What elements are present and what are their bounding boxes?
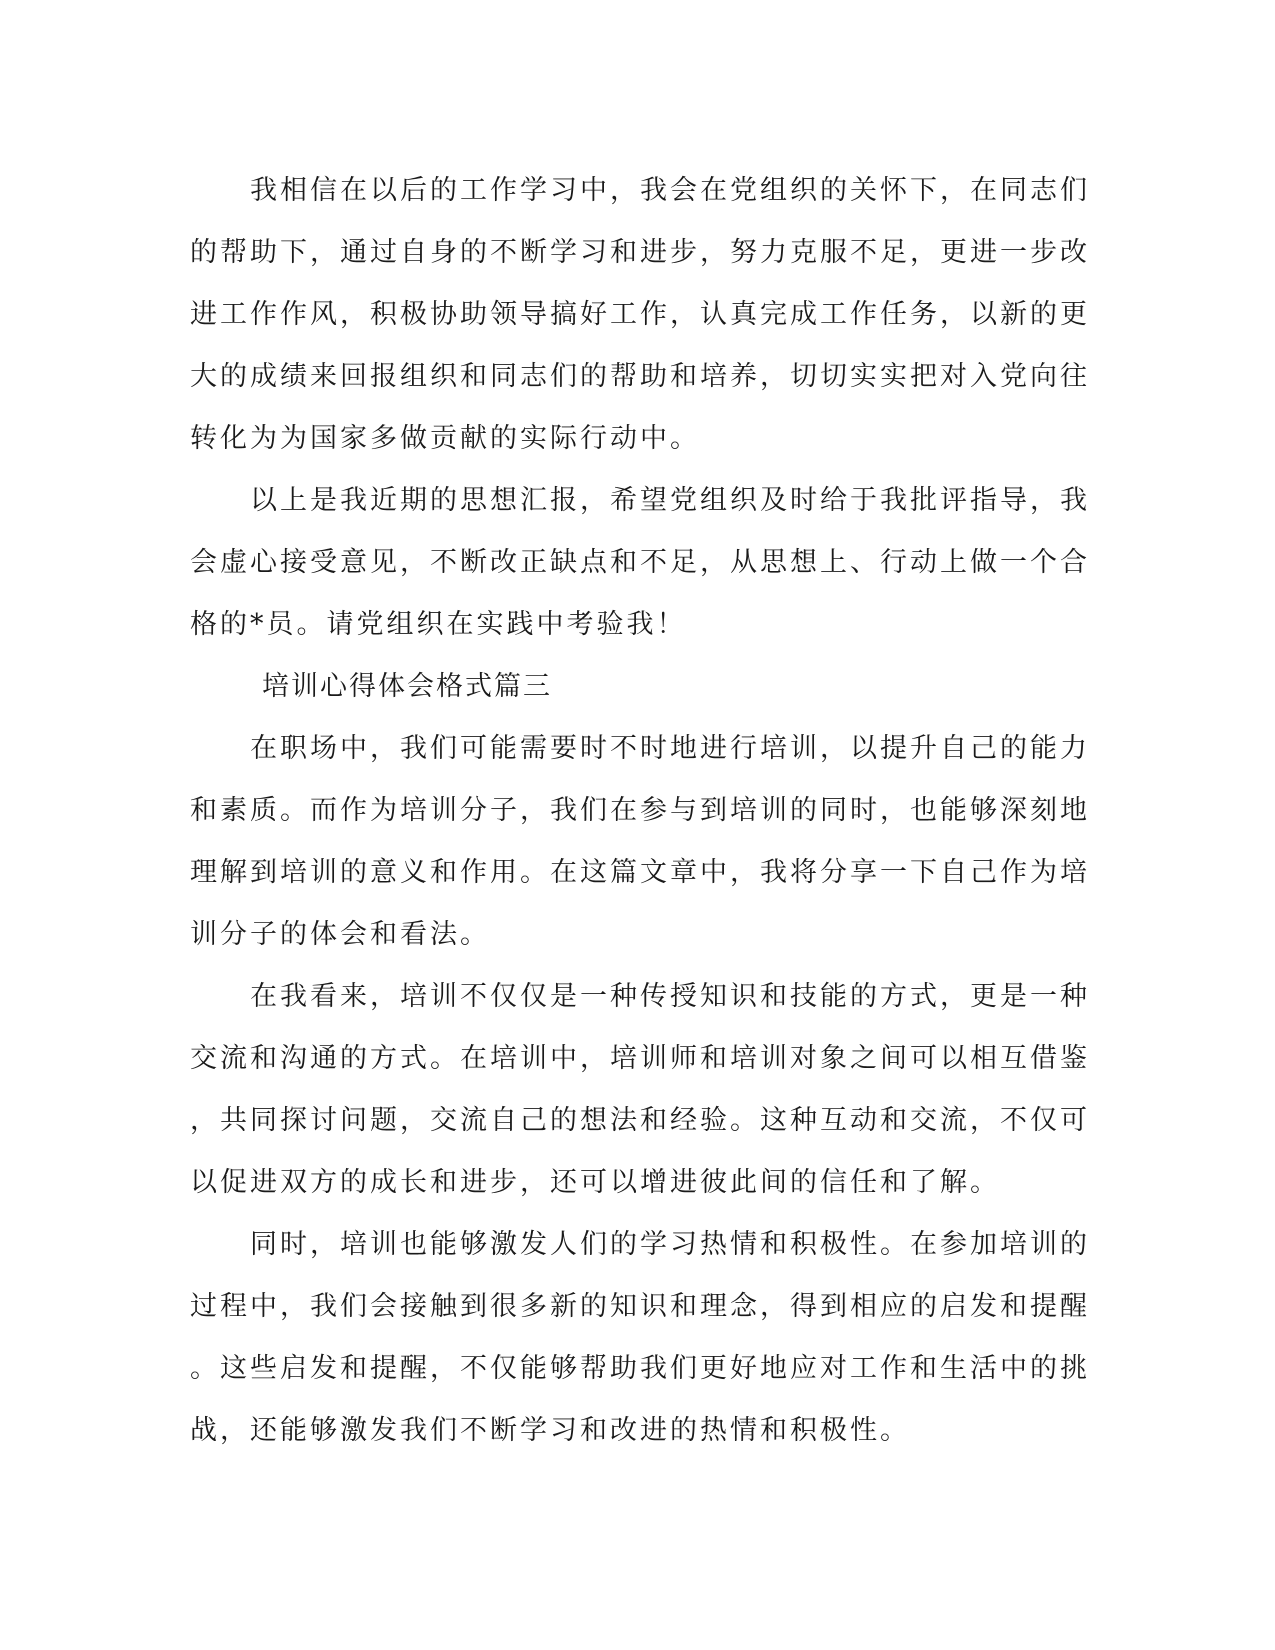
text-line: 的帮助下，通过自身的不断学习和进步，努力克服不足，更进一步改	[190, 237, 1090, 268]
text-line: 在我看来，培训不仅仅是一种传授知识和技能的方式，更是一种	[190, 981, 1090, 1012]
paragraph-5	[190, 1214, 1090, 1462]
text-line: 交流和沟通的方式。在培训中，培训师和培训对象之间可以相互借鉴	[190, 1043, 1090, 1074]
text-line: 在职场中，我们可能需要时不时地进行培训，以提升自己的能力	[190, 733, 1090, 764]
document-body	[190, 160, 1090, 1462]
text-line: 进工作作风，积极协助领导搞好工作，认真完成工作任务，以新的更	[190, 299, 1090, 330]
text-line: 以上是我近期的思想汇报，希望党组织及时给于我批评指导，我	[190, 485, 1090, 516]
text-line: 转化为为国家多做贡献的实际行动中。	[190, 423, 700, 454]
text-line: 。这些启发和提醒，不仅能够帮助我们更好地应对工作和生活中的挑	[190, 1353, 1090, 1384]
paragraph-4	[190, 966, 1090, 1214]
text-line: 会虚心接受意见，不断改正缺点和不足，从思想上、行动上做一个合	[190, 547, 1090, 578]
paragraph-3	[190, 718, 1090, 966]
text-line: 格的*员。请党组织在实践中考验我！	[190, 609, 687, 640]
section-heading	[190, 656, 1085, 718]
text-line: 和素质。而作为培训分子，我们在参与到培训的同时，也能够深刻地	[190, 795, 1090, 826]
text-line: 同时，培训也能够激发人们的学习热情和积极性。在参加培训的	[190, 1229, 1090, 1260]
text-line: 训分子的体会和看法。	[190, 919, 490, 950]
text-line: 大的成绩来回报组织和同志们的帮助和培养，切切实实把对入党向往	[190, 361, 1090, 392]
text-line: 战，还能够激发我们不断学习和改进的热情和积极性。	[190, 1415, 910, 1446]
text-line: 理解到培训的意义和作用。在这篇文章中，我将分享一下自己作为培	[190, 857, 1090, 888]
paragraph-2	[190, 470, 1090, 656]
text-line: 我相信在以后的工作学习中，我会在党组织的关怀下，在同志们	[190, 175, 1090, 206]
text-line: 以促进双方的成长和进步，还可以增进彼此间的信任和了解。	[190, 1167, 1000, 1198]
text-line: 过程中，我们会接触到很多新的知识和理念，得到相应的启发和提醒	[190, 1291, 1090, 1322]
heading-text: 培训心得体会格式篇三	[262, 671, 552, 702]
text-line: ，共同探讨问题，交流自己的想法和经验。这种互动和交流，不仅可	[190, 1105, 1090, 1136]
paragraph-1	[190, 160, 1090, 470]
